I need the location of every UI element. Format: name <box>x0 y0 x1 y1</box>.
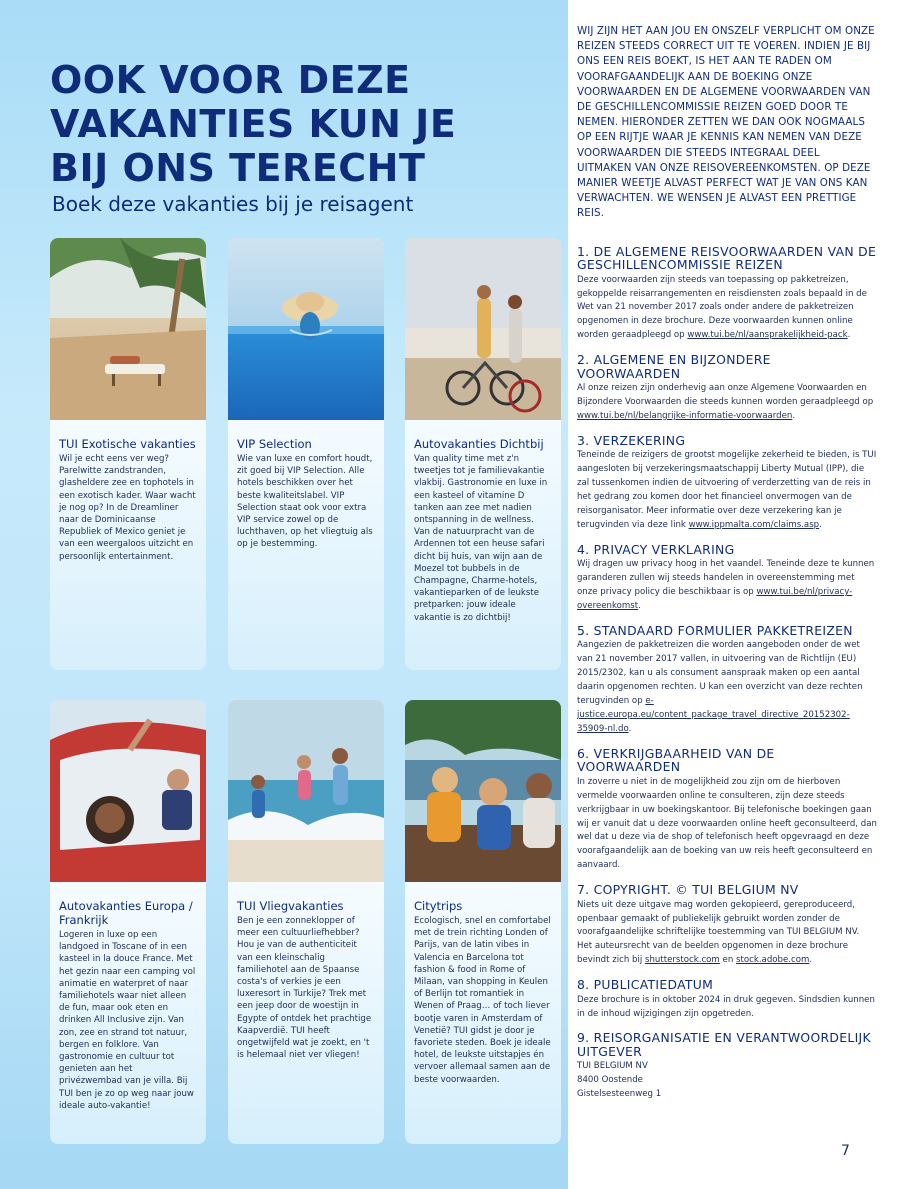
terms-link[interactable]: www.tui.be/nl/aansprakelijkheid-pack <box>687 330 848 341</box>
section-title: 1. DE ALGEMENE REISVOORWAARDEN VAN DE GESCHILLENCOMMISSIE REIZEN <box>577 243 877 273</box>
page-subheadline: Boek deze vakanties bij je reisagent <box>52 192 414 216</box>
section-1 <box>577 245 877 344</box>
beach-palm-photo <box>50 238 206 420</box>
shutterstock-link[interactable]: shutterstock.com <box>644 955 720 966</box>
publisher-address <box>577 1060 877 1102</box>
section-title: 6. VERKRIJGBAARHEID VAN DE VOORWAARDEN <box>577 745 775 775</box>
section-6 <box>577 747 877 873</box>
e-justice-link[interactable]: e-justice.europa.eu/content_package_travel_directive_20152302-35909-nl.do <box>577 696 850 734</box>
section-body: Al onze reizen zijn onderhevig aan onze Algemene Voorwaarden en Bijzondere Voorwaarden die steeds kunnen worden geraadpleegd op www.tui.be/nl/belangrijke-informatie-voorwaarden. <box>577 383 874 421</box>
card-title: TUI Exotische vakanties <box>59 437 196 451</box>
section-9 <box>577 1031 877 1102</box>
infinity-pool-photo <box>228 238 384 420</box>
headline-line-3: BIJ ONS TERECHT <box>50 146 426 190</box>
section-title: 3. VERZEKERING <box>577 432 686 448</box>
card-vip-selection[interactable] <box>228 238 384 670</box>
page-number: 7 <box>841 1143 850 1159</box>
section-4 <box>577 543 877 614</box>
section-title: 2. ALGEMENE EN BIJZONDERE VOORWAARDEN <box>577 352 771 381</box>
section-body: Teneinde de reizigers de grootst mogelijke zekerheid te bieden, is TUI aangesloten bij verzekeringsmaatschappij Liberty Mutual (IPP), die zal tussenkomen indien de uitvoering of verderzetting van de reis in het gedrang zou komen door het financieel onvermogen van de reisorganisator. Meer informatie over deze verzekering kan je terugvinden via deze link www.ippmalta.com/claims.asp. <box>577 450 877 530</box>
page-headline <box>50 58 520 190</box>
conditions-link[interactable]: www.tui.be/nl/belangrijke-informatie-voorwaarden <box>577 410 793 421</box>
cyclists-photo <box>405 238 561 420</box>
card-exotische-vakanties[interactable] <box>50 238 206 670</box>
insurance-link[interactable]: www.ippmalta.com/claims.asp <box>688 519 820 530</box>
privacy-link[interactable]: www.tui.be/nl/privacy-overeenkomst <box>577 587 853 612</box>
section-7 <box>577 883 877 968</box>
card-title: Autovakanties Europa / Frankrijk <box>59 899 193 927</box>
address-line: TUI BELGIUM NV <box>577 1061 648 1072</box>
address-line: Gistelsesteenweg 1 <box>577 1089 662 1100</box>
card-citytrips[interactable] <box>405 700 561 1144</box>
section-5 <box>577 624 877 737</box>
address-line: 8400 Oostende <box>577 1075 643 1086</box>
section-title: 4. PRIVACY VERKLARING <box>577 541 735 557</box>
section-body: Wij dragen uw privacy hoog in het vaandel. Teneinde deze te kunnen garanderen zullen wij steeds handelen in overeenstemming met onze privacy policy die beschikbaar is op www.tui.be/nl/privacy-overeenkomst. <box>577 559 875 612</box>
section-title: 5. STANDAARD FORMULIER PAKKETREIZEN <box>577 622 853 638</box>
section-3 <box>577 434 877 533</box>
card-title: VIP Selection <box>237 437 312 451</box>
intro-text: WIJ ZIJN HET AAN JOU EN ONSZELF VERPLICHT OM ONZE REIZEN STEEDS CORRECT UIT TE VOEREN. INDIEN JE BIJ ONS EEN REIS BOEKT, IS HET AAN TE RADEN OM VOORAFGAANDELIJK AAN DE BOEKING ONZE VOORWAARDEN EN DE ALGEMENE VOORWAARDEN VAN DE GESCHILLENCOMMISSIE REIZEN GOED DOOR TE NEMEN. HIERONDER ZETTEN WE DAN OOK NOGMAALS OP EEN RIJTJE WAAR JE KENNIS KAN NEMEN VAN DEZE VOORWAARDEN DIE STEEDS INTEGRAAL DEEL UITMAKEN VAN ONZE REISOVEREENKOMSTEN. OP DEZE MANIER WEETJE ALVAST PERFECT WAT JE VAN ONS KAN VERWACHTEN. WE WENSEN JE ALVAST EEN PRETTIGE REIS. <box>577 25 875 220</box>
section-title: 9. REISORGANISATIE EN VERANTWOORDELIJK UITGEVER <box>577 1030 871 1059</box>
card-autovakanties-dichtbij[interactable] <box>405 238 561 670</box>
terms-column <box>577 24 877 1102</box>
headline-line-1: OOK VOOR DEZE <box>50 58 411 102</box>
card-title: Autovakanties Dichtbij <box>414 437 544 451</box>
card-autovakanties-europa[interactable] <box>50 700 206 1144</box>
card-body: Van quality time met z'n tweetjes tot je familievakantie vlakbij. Gastronomie en luxe in een kasteel of vitamine D tanken aan zee met nadien ontspanning in de wellness. Van de natuurpracht van de Ardennen tot een heuse safari dicht bij huis, van wijn aan de Moezel tot bubbels in de Champagne, Charme-hotels, vakantieparken of de leukste pretparken: jouw ideale vakantie is zo dichtbij! <box>414 454 548 623</box>
card-body: Wie van luxe en comfort houdt, zit goed bij VIP Selection. Alle hotels beschikken over het beste kwaliteitslabel. VIP Selection staat ook voor extra VIP service zowel op de luchthaven, op het vliegtuig als op je bestemming. <box>237 454 373 550</box>
card-body: Wil je echt eens ver weg? Parelwitte zandstranden, glasheldere zee en tophotels in een exotisch kader. Waar wacht je nog op? In de Dreamliner naar de Dominicaanse Republiek of Mexico geniet je van een weergaloos uitzicht en persoonlijk entertainment. <box>59 454 196 562</box>
card-vliegvakanties[interactable] <box>228 700 384 1144</box>
section-body: Deze voorwaarden zijn steeds van toepassing op pakketreizen, gekoppelde reisarrangementen en reisdiensten zoals bepaald in de Wet van 21 november 2017 zoals onder andere de pakketreizen opgenomen in deze brochure. Deze voorwaarden kunnen online worden geraadpleegd op www.tui.be/nl/aansprakelijkheid-pack. <box>577 274 867 341</box>
section-title: 7. COPYRIGHT. © TUI BELGIUM NV <box>577 882 799 898</box>
section-body: In zoverre u niet in de mogelijkheid zou zijn om de hierboven vermelde voorwaarden online te consulteren, zijn deze steeds verkrijgbaar in uw boekingskantoor. Bij telefonische boekingen gaan wij er vanuit dat u deze voorwaarden online heeft geconsulteerd, dan wel dat u deze via de shop of telefonisch heeft opgevraagd en deze voorafgaandelijk aan de boeking van uw reis heeft geconsulteerd en aanvaard. <box>577 776 877 871</box>
headline-line-2: VAKANTIES KUN JE <box>50 102 457 146</box>
section-body: Aangezien de pakketreizen die worden aangeboden onder de wet van 21 november 2017 vallen, in uitvoering van de Richtlijn (EU) 2015/2302, kan u als consument aanspraak maken op een aantal daarin opgenomen rechten. U kan een overzicht van deze rechten terugvinden op e-justice.europa.eu/content_package_travel_directive_20152302-35909-nl.do. <box>577 640 863 734</box>
card-title: TUI Vliegvakanties <box>237 899 344 913</box>
beach-splash-photo <box>228 700 384 882</box>
card-body: Ben je een zonneklopper of meer een cultuurliefhebber? Hou je van de authenticiteit van een kleinschalig familiehotel aan de Spaanse costa's of verkies je een luxeresort in Turkije? Trek met een jeep door de woestijn in Egypte of ontdek het prachtige Kaapverdië. TUI heeft ongetwijfeld wat je zoekt, en 't is helemaal niet ver vliegen! <box>237 916 372 1061</box>
family-car-photo <box>50 700 206 882</box>
section-8 <box>577 978 877 1021</box>
section-body: Deze brochure is in oktober 2024 in druk gegeven. Sindsdien kunnen in de inhoud wijzigingen zijn opgetreden. <box>577 994 875 1019</box>
adobe-stock-link[interactable]: stock.adobe.com <box>736 955 810 966</box>
section-body: Niets uit deze uitgave mag worden gekopieerd, gereproduceerd, openbaar gemaakt of publiekelijk gebruikt worden zonder de voorafgaandelijke schriftelijke toestemming van TUI BELGIUM NV. Het auteursrecht van de beelden opgenomen in deze brochure bevindt zich bij shutterstock.com en stock.adobe.com. <box>577 899 860 966</box>
card-title: Citytrips <box>414 899 463 913</box>
section-2 <box>577 353 877 424</box>
canal-boat-photo <box>405 700 561 882</box>
section-title: 8. PUBLICATIEDATUM <box>577 977 714 993</box>
card-body: Ecologisch, snel en comfortabel met de trein richting Londen of Parijs, van de latin vibes in Valencia en Barcelona tot fashion & food in Rome of Milaan, van shopping in Keulen of Berlijn tot romantiek in Wenen of Praag… of toch liever bootje varen in Amsterdam of Venetië? TUI gidst je door je favoriete steden. Boek je ideale hotel, de leukste uitstapjes én vervoer allemaal samen aan de beste voorwaarden. <box>414 916 551 1085</box>
card-body: Logeren in luxe op een landgoed in Toscane of in een kasteel in la douce France. Met het gezin naar een camping vol animatie en waterpret of naar familiehotels waar niet alleen de fun, maar ook eten en drinken All Inclusive zijn. Van zon, zee en strand tot natuur, bergen en folklore. Van gastronomie en cultuur tot genieten aan het privézwembad van je villa. Bij TUI ben je zo op weg naar jouw ideale auto-vakantie! <box>59 930 196 1111</box>
